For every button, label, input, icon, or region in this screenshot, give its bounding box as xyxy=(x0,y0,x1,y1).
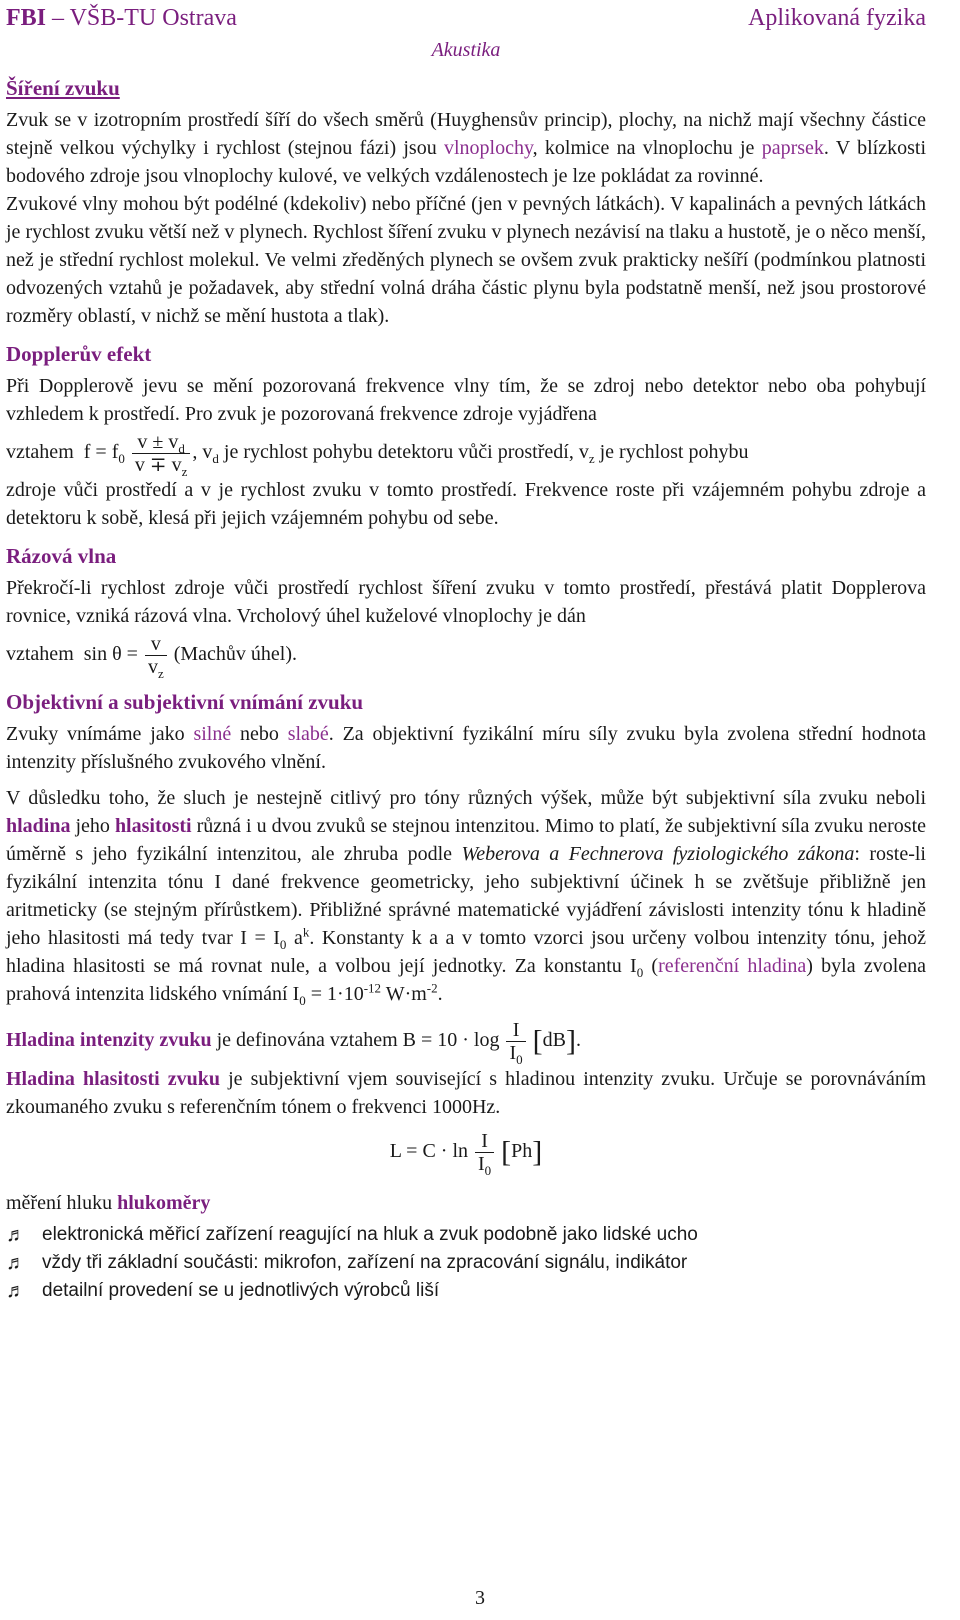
keyword-slabe: slabé xyxy=(287,723,329,745)
law-name: Weberova a Fechnerova fyziologického zákona xyxy=(461,843,855,865)
unit-db: dB xyxy=(542,1029,566,1051)
heading-text: Šíření zvuku xyxy=(6,76,120,100)
header-faculty: FBI xyxy=(6,5,47,31)
keyword-hladina-intenzity: Hladina intenzity zvuku xyxy=(6,1029,212,1051)
intensity-formula: $I = I_0$ $a^k$ xyxy=(240,924,310,952)
heading-vnimani: Objektivní a subjektivní vnímání zvuku xyxy=(6,690,364,714)
heading-doppler: Dopplerův efekt xyxy=(6,342,152,366)
header-course: Aplikovaná fyzika xyxy=(748,5,926,31)
list-item: ♬ detailní provedení se u jednotlivých výrobců liší xyxy=(42,1277,926,1305)
page-header xyxy=(6,0,926,64)
music-note-icon: ♬ xyxy=(6,1223,26,1246)
paragraph-sireni-1: Zvuk se v izotropním prostředí šíří do všech směrů (Huyghensův princip), plochy, na nichž mají všechny částice stejně velkou výchylky i rychlost (stejnou fázi) jsou vlnoplochy, kolmice na vlnoplochu je paprsek. V blízkosti bodového zdroje jsou vlnoplochy kulové, ve velkých vzdálenostech je lze pokládat za rovinné. xyxy=(6,109,927,187)
header-topic: Akustika xyxy=(431,39,501,61)
list-item: ♬ elektronická měřicí zařízení reagující na hluk a zvuk podobně jako lidské ucho xyxy=(42,1221,926,1249)
paragraph-vnimani-2: V důsledku toho, že sluch je nestejně citlivý pro tóny různých výšek, může být subjektivní síla zvuku neboli hladina jeho hlasitosti různá i u dvou zvuků se stejnou intenzitou. Mimo to platí, že subjektivní síla zvuku neroste úměrně s jeho fyzikální intenzitou, ale zhruba podle Weberova a Fechnerova fyziologického zákona: roste-li fyzikální intenzita tónu I dané frekvence geometricky, jeho subjektivní účinek h se zvětšuje přibližně jen aritmeticky (se stejným přírůstkem). Přibližné správné matematické vyjádření závislosti intenzity tónu k hladině jeho hlasitosti má tedy tvar $I = I_0$ $a^k$. Konstanty k a a v tomto vzorci jsou určeny volbou intenzity tónu, jehož hladina hlasitosti se má rovnat nule, a volbou její jednotky. Za konstantu $I_0$ (referenční hladina) byla zvolena prahová intenzita lidského vnímání $I_0 = 1\cdot 10^{-12}$ $W\cdot m^{-2}$. xyxy=(6,787,927,1008)
unit-ph: Ph xyxy=(511,1140,533,1163)
header-institution xyxy=(6,4,237,32)
doppler-formula-line: vztahem $f = f_0$ $\frac{v \pm v_d}{v \mp v_z}$ , $v_d$ je rychlost pohybu detektoru vůči prostředí, $v_z$ je rychlost pohybu xyxy=(6,430,749,479)
bullet-list xyxy=(6,1221,926,1305)
mach-fraction: $\frac{v}{v_z}$ xyxy=(145,633,167,678)
intensity-level-line: Hladina intenzity zvuku je definována vztahem B = 10 · log $\frac{I}{I_0}$ [dB]. xyxy=(6,1018,581,1067)
mach-formula-line: vztahem sin θ = $\frac{v}{v_z}$ (Machův úhel). xyxy=(6,632,298,681)
keyword-vlnoplochy: vlnoplochy xyxy=(443,137,533,159)
doppler-formula: $f = f_0$ $\frac{v \pm v_d}{v \mp v_z}$ xyxy=(84,441,193,463)
keyword-hlasitosti: hlasitosti xyxy=(114,815,192,837)
keyword-paprsek: paprsek xyxy=(761,137,824,159)
paragraph-mereni-hluku: měření hluku hlukoměry xyxy=(6,1191,211,1214)
paragraph-sireni-2: Zvukové vlny mohou být podélné (kdekoliv) nebo příčné (jen v pevných látkách). V kapalinách a pevných látkách je rychlost zvuku větší než v plynech. Rychlost šíření zvuku v plynech nezávisí na tlaku a hustotě, je o něco menší, než je střední rychlost molekul. Ve velmi zředěných plynech se ovšem zvuk prakticky nešíří (podmínkou platnosti odvozených vztahů je požadavek, aby střední volná dráha částic plynu byla podstatně menší, než jsou prostorové rozměry oblastí, v nichž se mění hustota a tlak). xyxy=(6,193,926,327)
heading-sireni-zvuku xyxy=(6,74,926,102)
paragraph-razova-1: Překročí-li rychlost zdroje vůči prostředí rychlost šíření zvuku v tomto prostředí, přestává platit Dopplerova rovnice, vzniká rázová vlna. Vrcholový úhel kuželové vlnoplochy je dán xyxy=(6,577,926,627)
loudness-formula: L = C · ln $\frac{I}{I_0}$ [Ph] xyxy=(389,1130,543,1179)
keyword-hlukomery: hlukoměry xyxy=(117,1191,211,1214)
keyword-referencni-hladina: referenční hladina xyxy=(658,955,807,977)
intensity-level-fraction: $\frac{I}{I_0}$ xyxy=(506,1019,525,1064)
heading-razova-vlna: Rázová vlna xyxy=(6,544,117,568)
music-note-icon: ♬ xyxy=(6,1251,26,1274)
keyword-hladina-hlasitosti: Hladina hlasitosti zvuku xyxy=(6,1068,221,1091)
list-item: ♬ vždy tři základní součásti: mikrofon, zařízení na zpracování signálu, indikátor xyxy=(42,1249,926,1277)
loudness-fraction: $\frac{I}{I_0}$ xyxy=(475,1130,494,1175)
paragraph-doppler-1: Při Dopplerově jevu se mění pozorovaná frekvence vlny tím, že se zdroj nebo detektor nebo oba pohybují vzhledem k prostředí. Pro zvuk je pozorovaná frekvence zdroje vyjádřena xyxy=(6,375,926,425)
paragraph-hladina-hlasitosti: Hladina hlasitosti zvuku je subjektivní vjem související s hladinou intenzity zvuku. Určuje se porovnáváním zkoumaného zvuku s referenčním tónem o frekvenci 1000Hz. xyxy=(6,1068,927,1119)
music-note-icon: ♬ xyxy=(6,1279,26,1302)
keyword-silne: silné xyxy=(193,723,232,745)
doppler-fraction: $\frac{v \pm v_d}{v \mp v_z}$ xyxy=(132,431,191,476)
page-number: 3 xyxy=(475,1587,485,1609)
keyword-hladina: hladina xyxy=(6,815,71,837)
mach-formula-lhs: sin θ = xyxy=(83,643,138,665)
paragraph-doppler-2: zdroje vůči prostředí a v je rychlost zvuku v tomto prostředí. Frekvence roste při vzájemném pohybu zdroje a detektoru k sobě, klesá při jejich vzájemném pohybu od sebe. xyxy=(6,479,926,529)
header-university: – VŠB-TU Ostrava xyxy=(46,5,237,31)
paragraph-vnimani-1: Zvuky vnímáme jako silné nebo slabé. Za objektivní fyzikální míru síly zvuku byla zvolena střední hodnota intenzity příslušného zvukového vlnění. xyxy=(6,723,926,773)
